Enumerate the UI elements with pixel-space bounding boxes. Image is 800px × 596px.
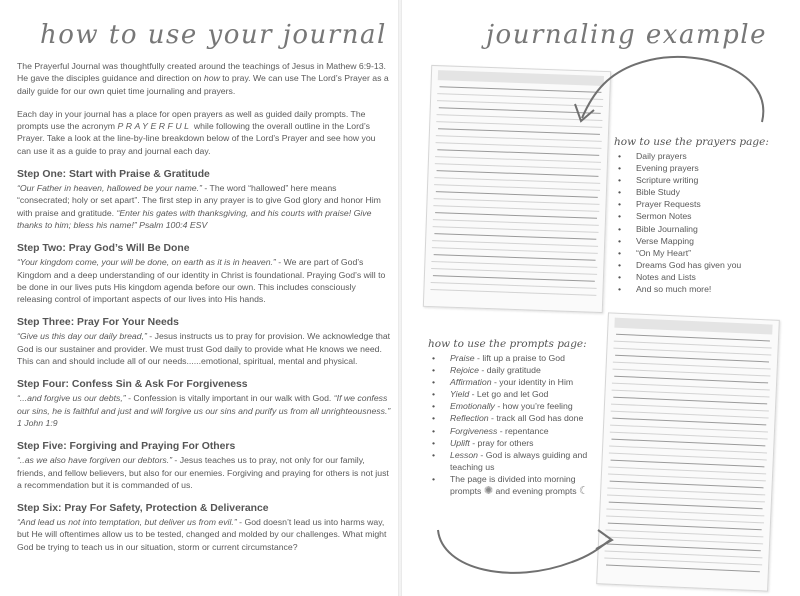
left-page-content (17, 60, 391, 564)
step-four (17, 378, 391, 429)
step-title: Step One: Start with Praise & Gratitude (17, 169, 210, 181)
list-item: • Praise - lift up a praise to God (428, 352, 598, 364)
list-item: • Verse Mapping (614, 235, 794, 247)
prayers-page-list (614, 150, 794, 295)
list-item: • Daily prayers (614, 150, 794, 162)
list-item: • Forgiveness - repentance (428, 425, 598, 437)
list-item: • Dreams God has given you (614, 259, 794, 271)
list-item: • The page is divided into morning prompts ✺ and evening prompts ☾ (428, 473, 598, 497)
list-item: • Scripture writing (614, 174, 794, 186)
list-item: • Rejoice - daily gratitude (428, 364, 598, 376)
intro-paragraph-1: The Prayerful Journal was thoughtfully created around the teachings of Jesus in Mathew 6:9-13. He gave the disciples guidance and direction on how to pray. We can use The Lord’s Prayer as a daily guide for our own quiet time journaling and prayers. (17, 61, 389, 96)
step-quote: “..as we also have forgiven our debtors.” (17, 455, 173, 466)
prompts-page-heading: how to use the prompts page: (428, 338, 587, 350)
step-body: - Jesus teaches us to pray, not only for our family, friends, and fellow believers, but also for our enemies. Forgiving and praying for others is not just a recommendation but it is commanded of us. (17, 455, 389, 490)
step-quote: “And lead us not into temptation, but deliver us from evil.” (17, 517, 237, 528)
step-three (17, 316, 391, 367)
step-quote: “Our Father in heaven, hallowed be your name.” (17, 183, 202, 194)
arrow-to-prayers-page (582, 57, 763, 122)
list-item: • Affirmation - your identity in Him (428, 376, 598, 388)
step-quote: “...and forgive us our debts,” (17, 393, 126, 404)
right-page-title: journaling example (486, 20, 767, 50)
prayers-page-heading: how to use the prayers page: (614, 136, 769, 148)
list-item: • Lesson - God is always guiding and teaching us (428, 449, 598, 473)
list-item: • Notes and Lists (614, 271, 794, 283)
left-page (0, 0, 398, 596)
step-one (17, 168, 391, 231)
list-item: • And so much more! (614, 283, 794, 295)
list-item: • Emotionally - how you’re feeling (428, 400, 598, 412)
prompts-page-list (428, 352, 598, 497)
list-item: • Evening prayers (614, 162, 794, 174)
step-five (17, 440, 391, 491)
moon-icon: ☾ (579, 485, 589, 498)
step-body: - Jesus instructs us to pray for provision. We acknowledge that God is our sustainer and provider. We must trust God daily to provide what He knows we need. This can and should include all of our needs......emotional, spiritual, mental and physical. (17, 331, 391, 367)
step-six (17, 502, 391, 553)
step-two (17, 242, 391, 305)
arrowhead-prompts (596, 530, 612, 549)
sun-icon: ✺ (483, 485, 494, 498)
list-item: • Uplift - pray for others (428, 437, 598, 449)
step-title: Step Two: Pray God’s Will Be Done (17, 243, 190, 255)
step-verse: “If we confess our sins, he is faithful and just and will forgive us our sins and purify us from all unrighteousness.” 1 John 1:9 (17, 393, 391, 428)
step-body: - The word “hallowed” here means “consecrated; holy or set apart”. The first step in any prayer is to give God glory and honor Him with praise and gratitude. (17, 183, 381, 218)
left-page-title: how to use your journal (40, 20, 387, 50)
intro-paragraph-2: Each day in your journal has a place for open prayers as well as guided daily prompts. The prompts use the acronym PRAYERFUL while following the overall outline in the Lord’s Prayer. Take a look at the line-by-line breakdown below of the Lord’s Prayer and see how you can use it as a guide to pray and journal each day. (17, 108, 376, 156)
right-page (402, 0, 800, 596)
step-body: - God doesn’t lead us into harms way, but He will oftentimes allow us to be tested, changed and molded by our challenges. What might God be trying to teach us in our situation, storm or current circumstance? (17, 517, 387, 552)
step-title: Step Four: Confess Sin & Ask For Forgiveness (17, 379, 248, 391)
acronym: PRAYERFUL (117, 121, 192, 132)
step-quote: “Your kingdom come, your will be done, on earth as it is in heaven.” (17, 257, 276, 268)
list-item: • Bible Study (614, 186, 794, 198)
list-item: • Reflection - track all God has done (428, 412, 598, 424)
step-title: Step Five: Forgiving and Praying For Others (17, 441, 236, 453)
list-item: • Yield - Let go and let God (428, 388, 598, 400)
list-item: • Bible Journaling (614, 223, 794, 235)
step-title: Step Six: Pray For Safety, Protection & Deliverance (17, 503, 269, 515)
step-body: - We are part of God’s Kingdom and a deep understanding of our identity in Christ is foundational. Praying God’s will to be done in our lives puts His kingdom agenda before our own. This includes consciously releasing control of important aspects of our lives into His hands. (17, 257, 386, 305)
arrow-to-prompts-page (438, 530, 610, 573)
step-verse: “Enter his gates with thanksgiving, and his courts with praise! Give thanks to him; bless his name!” Psalm 100:4 ESV (17, 207, 372, 230)
step-quote: “Give us this day our daily bread,” (17, 331, 147, 342)
list-item: • Prayer Requests (614, 198, 794, 210)
list-item: • Sermon Notes (614, 210, 794, 222)
step-title: Step Three: Pray For Your Needs (17, 317, 179, 329)
step-body: - Confession is vitally important in our walk with God. (125, 393, 334, 404)
curved-arrow-graphic (402, 0, 800, 596)
list-item: • “On My Heart” (614, 247, 794, 259)
